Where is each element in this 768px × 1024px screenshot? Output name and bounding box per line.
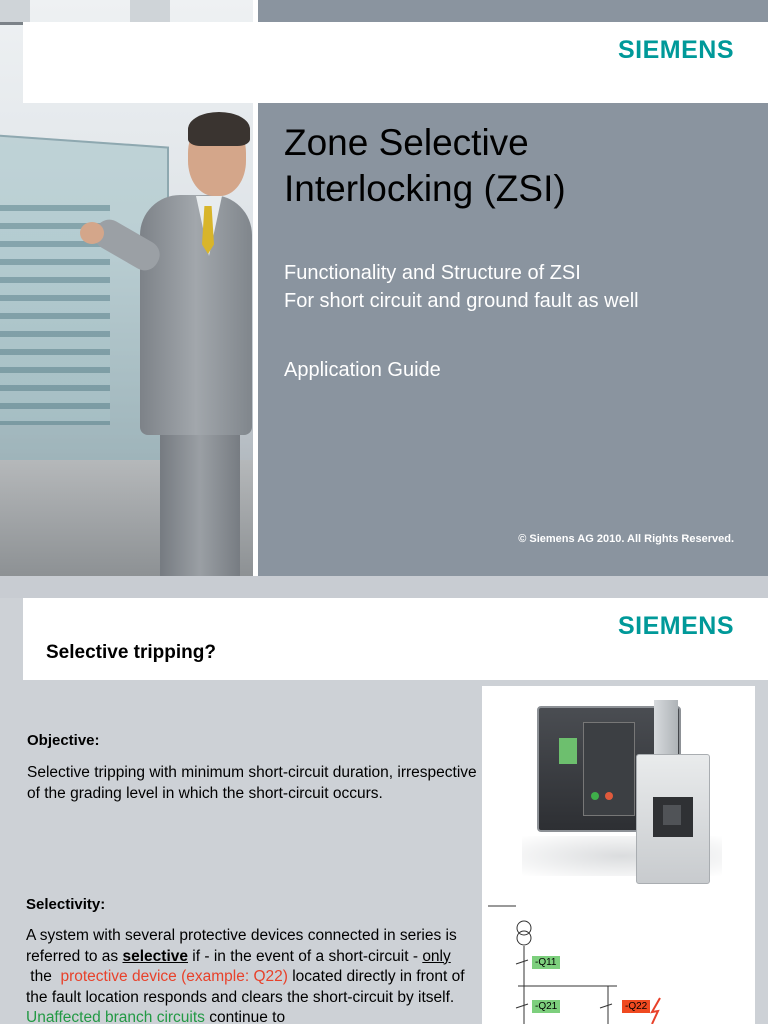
selectivity-text [26, 926, 478, 1024]
title-line: Zone Selective [284, 122, 529, 163]
slide-gap [0, 576, 768, 598]
subtitle-line: Functionality and Structure of ZSI [284, 262, 581, 284]
person-suit [140, 195, 252, 435]
selectivity-heading: Selectivity: [26, 896, 106, 913]
breaker-label-q11: -Q11 [532, 956, 560, 969]
off-button-icon [605, 792, 613, 800]
objective-heading: Objective: [27, 732, 100, 749]
document-type: Application Guide [284, 359, 441, 381]
product-image-panel [482, 686, 755, 1024]
title-line: Interlocking (ZSI) [284, 168, 566, 209]
breaker-handle [663, 805, 681, 825]
breaker-side-panel [654, 700, 678, 760]
text-run: the [26, 968, 61, 985]
trip-unit-display [559, 738, 577, 764]
slide-title: Selective tripping? [46, 642, 216, 663]
text-run: if - in the event of a short-circuit - [188, 947, 423, 965]
siemens-logo: SIEMENS [617, 612, 734, 640]
breaker-face [583, 722, 635, 816]
molded-case-breaker-image [636, 754, 710, 884]
text-run: A system with several protective devices connected in series is referred to as [26, 927, 457, 965]
text-run: located directly in front of the fault location responds and clears the short-circuit by itself. [26, 968, 465, 1006]
person-legs [160, 430, 240, 576]
subtitle-line: For short circuit and ground fault as well [284, 290, 639, 312]
breaker-label-q22: -Q22 [622, 1000, 650, 1013]
person-hand [80, 222, 104, 244]
emphasis-only: only [422, 947, 451, 965]
breaker-label-q21: -Q21 [532, 1000, 560, 1013]
highlight-protective-device: protective device (example: Q22) [60, 968, 288, 985]
siemens-logo: SIEMENS [617, 36, 734, 64]
emphasis-selective: selective [122, 947, 188, 965]
copyright-text: © Siemens AG 2010. All Rights Reserved. [518, 533, 734, 545]
on-button-icon [591, 792, 599, 800]
single-line-diagram [482, 896, 755, 1024]
text-run: continue to [204, 1009, 286, 1024]
person-hair [188, 112, 250, 146]
diagram-lines [482, 896, 755, 1024]
highlight-unaffected-branches: Unaffected branch circuits [26, 1009, 205, 1024]
objective-text: Selective tripping with minimum short-circuit duration, irrespective of the grading level in which the short-circuit occurs. [27, 764, 477, 802]
content-slide [0, 576, 768, 1024]
page-title [284, 120, 744, 212]
